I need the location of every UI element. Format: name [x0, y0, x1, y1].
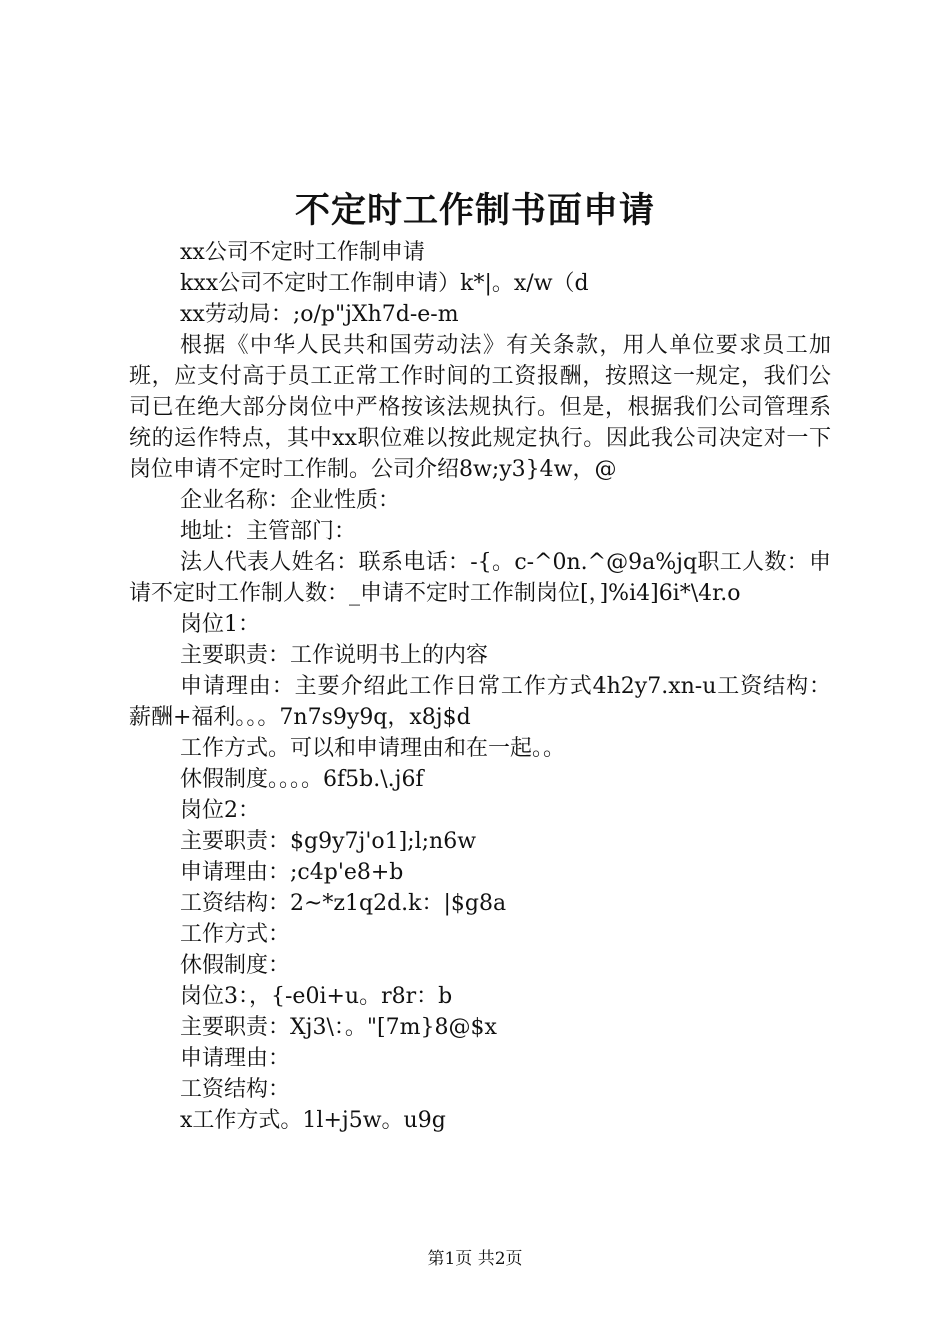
paragraph: xx公司不定时工作制申请 — [180, 240, 425, 265]
paragraph: 主要职责：工作说明书上的内容 — [180, 643, 489, 668]
paragraph: 岗位1： — [180, 612, 260, 637]
page-footer: 第1页 共2页 — [427, 1249, 523, 1269]
paragraph: x工作方式。1l+j5w。u9g — [180, 1108, 446, 1133]
paragraph: 地址：主管部门： — [180, 519, 357, 544]
paragraph: 申请理由：主要介绍此工作日常工作方式4h2y7.xn-u工资结构：薪酬+福利。。。7n7s9y9q，x8j$d — [129, 674, 831, 730]
paragraph: 休假制度： — [180, 953, 291, 978]
paragraph: xx劳动局：;o/p"jXh7d-e-m — [180, 302, 459, 327]
paragraph: 休假制度。。。。6f5b.\.j6f — [180, 767, 424, 792]
paragraph: 岗位2： — [180, 798, 260, 823]
paragraph: 申请理由：;c4p'e8+b — [180, 860, 404, 885]
paragraph: 申请理由： — [180, 1046, 291, 1071]
paragraph: 工资结构： — [180, 1077, 291, 1102]
paragraph: 法人代表人姓名：联系电话：-{。c-^0n.^@9a%jq职工人数：申请不定时工作制人数：_申请不定时工作制岗位[，]%i4]6i*\4r.o — [129, 550, 831, 606]
paragraph: 工资结构：2~*z1q2d.k：|$g8a — [180, 891, 507, 916]
paragraph: 根据《中华人民共和国劳动法》有关条款，用人单位要求员工加班，应支付高于员工正常工作时间的工资报酬，按照这一规定，我们公司已在绝大部分岗位中严格按该法规执行。但是，根据我们公司管理系统的运作特点，其中xx职位难以按此规定执行。因此我公司决定对一下岗位申请不定时工作制。公司介绍8w;y3}4w，@ — [129, 333, 831, 482]
paragraph: 工作方式： — [180, 922, 291, 947]
document-title: 不定时工作制书面申请 — [294, 190, 655, 231]
paragraph: 岗位3：，{-e0i+u。r8r：b — [180, 984, 453, 1009]
paragraph: kxx公司不定时工作制申请）k*|。x/w（d — [180, 271, 589, 296]
paragraph: 工作方式。可以和申请理由和在一起。。 — [180, 736, 566, 761]
paragraph: 企业名称：企业性质： — [180, 488, 401, 513]
paragraph: 主要职责：$g9y7j'o1];l;n6w — [180, 829, 477, 854]
paragraph: 主要职责：Xj3\：。"[7m}8@$x — [180, 1015, 497, 1040]
document-body — [129, 237, 831, 1136]
